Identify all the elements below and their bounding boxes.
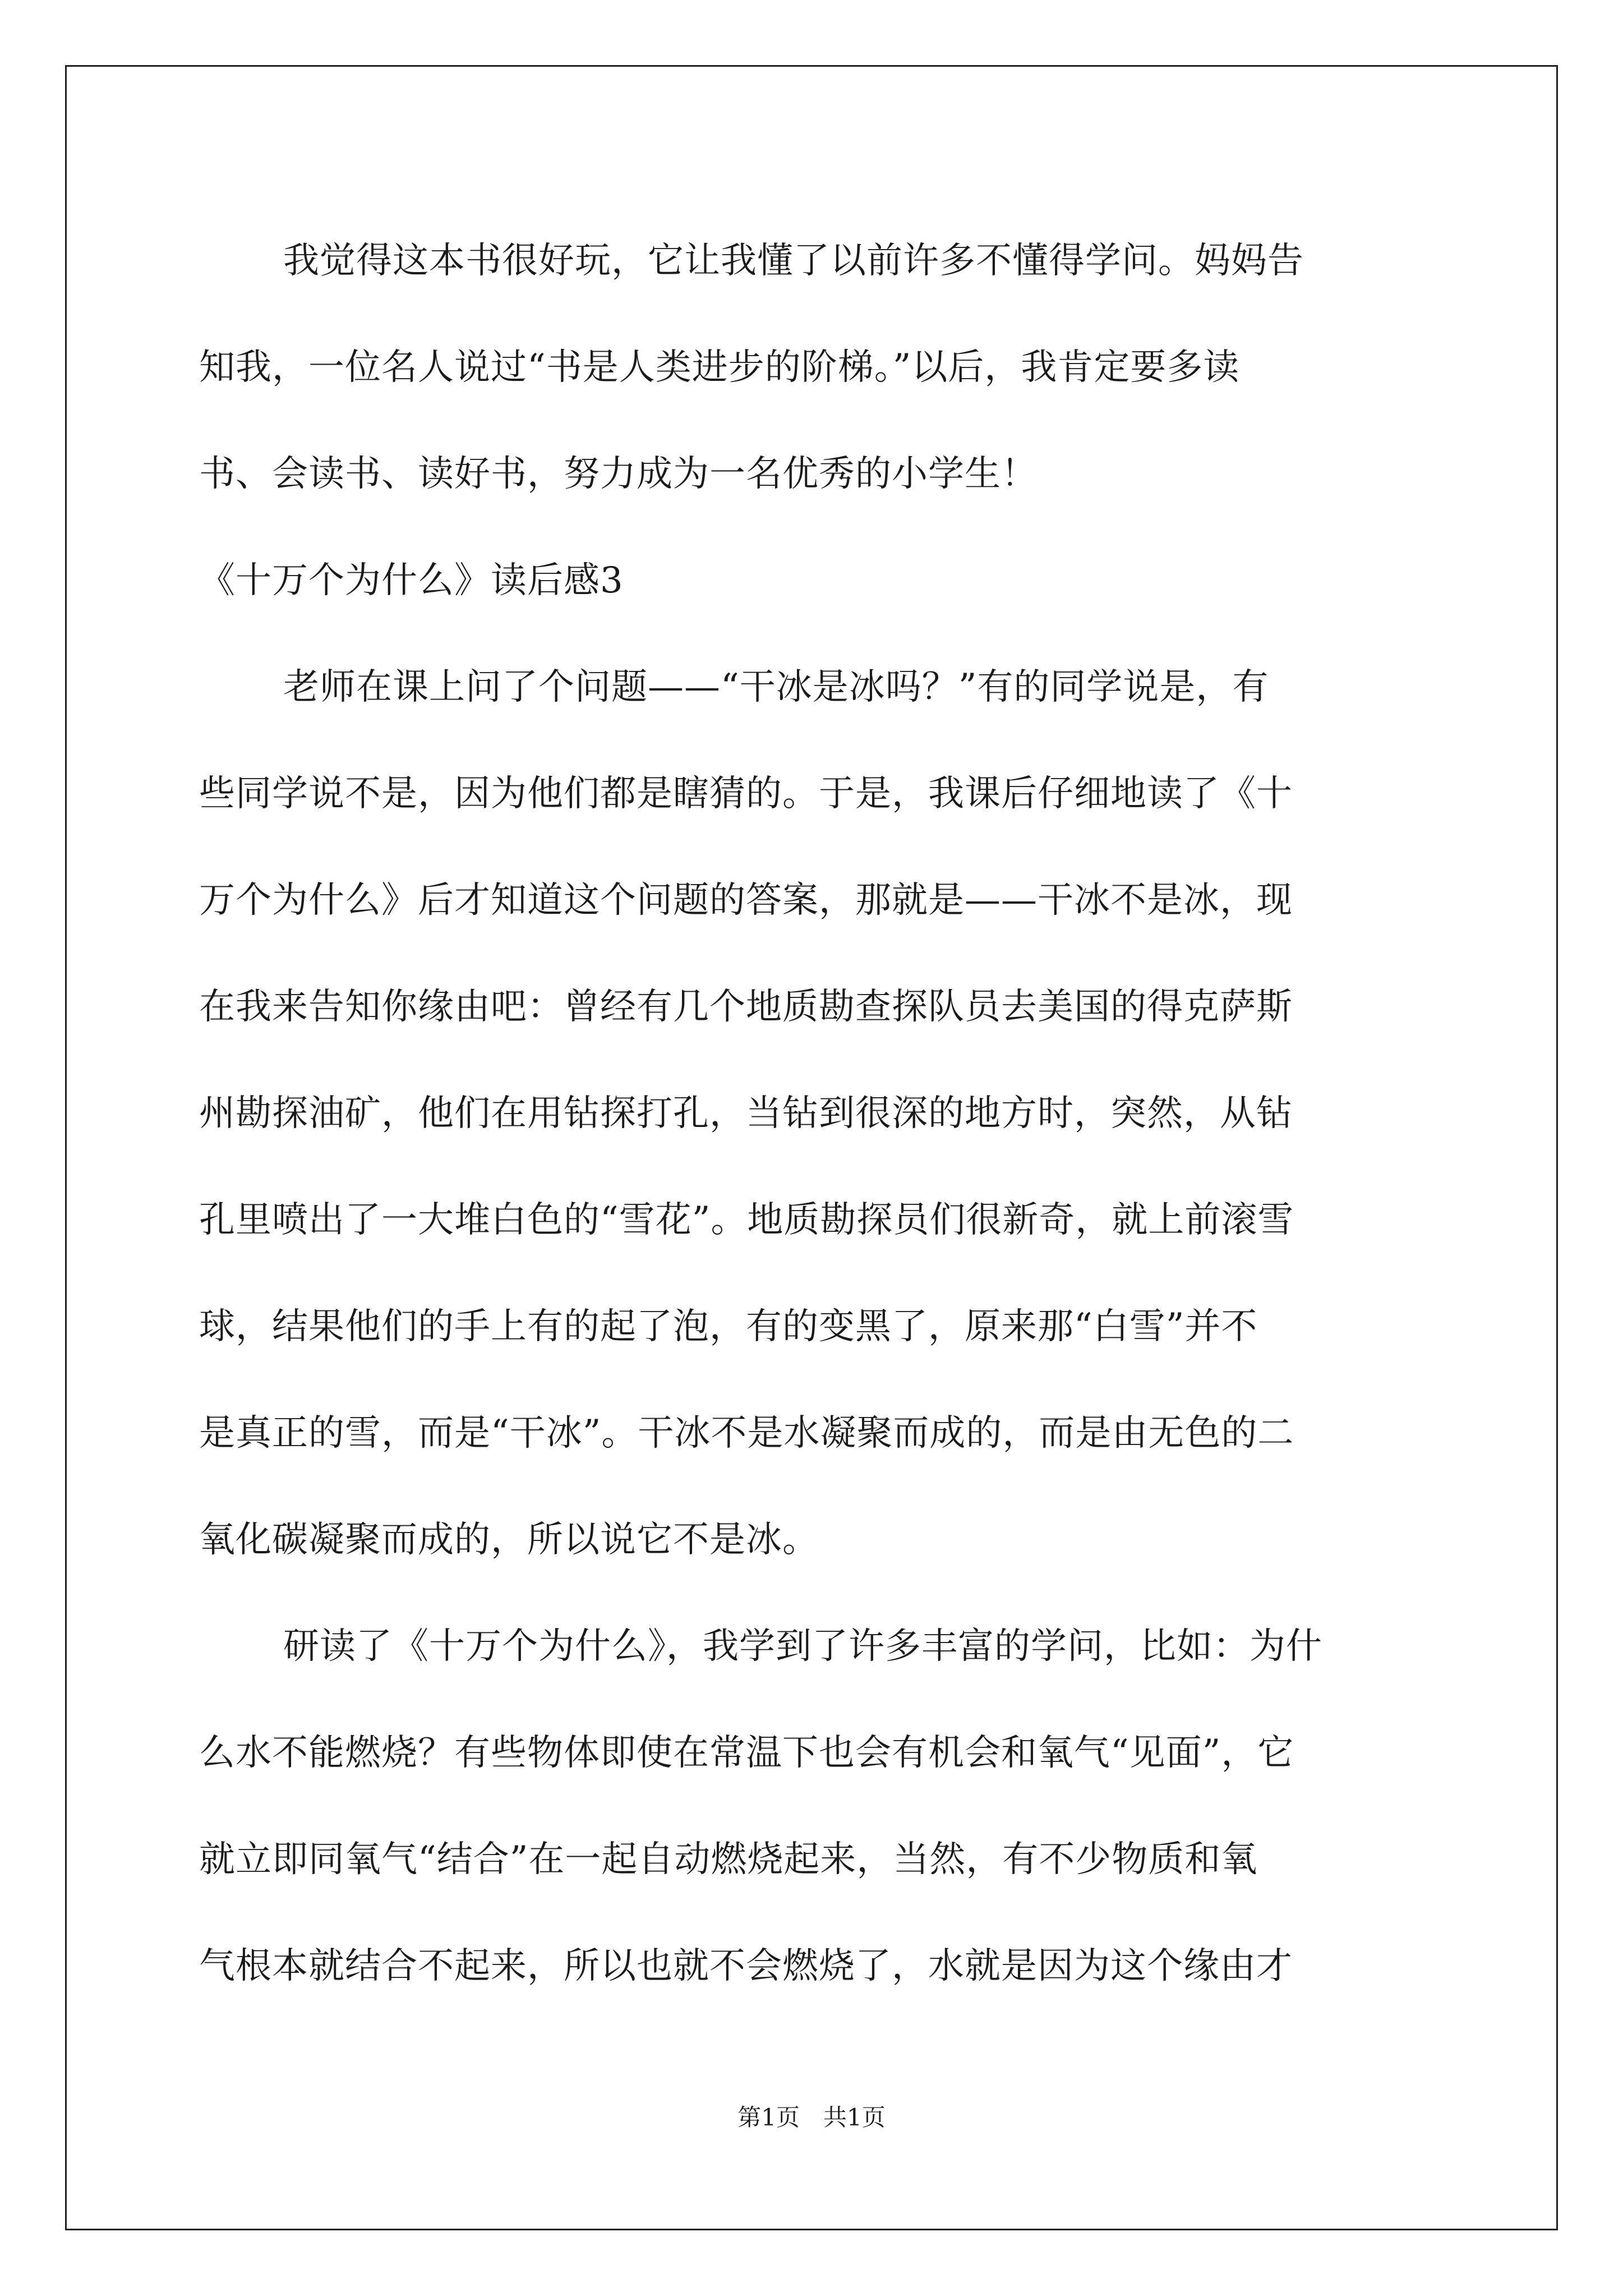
- paragraph-2-line-4: 在我来告知你缘由吧：曾经有几个地质勘查探队员去美国的得克萨斯: [199, 986, 1293, 1028]
- paragraph-1-line-3: 书、会读书、读好书，努力成为一名优秀的小学生！: [199, 453, 1038, 495]
- paragraph-3-line-1: 研读了《十万个为什么》，我学到了许多丰富的学问，比如：为什: [283, 1626, 1322, 1667]
- paragraph-3-line-2: 么水不能燃烧？有些物体即使在常温下也会有机会和氧气“见面”，它: [199, 1732, 1294, 1774]
- paragraph-2-line-3: 万个为什么》后才知道这个问题的答案，那就是——干冰不是冰，现: [199, 880, 1293, 921]
- paragraph-2-line-8: 是真正的雪，而是“干冰”。干冰不是水凝聚而成的，而是由无色的二: [199, 1412, 1294, 1454]
- paragraph-2-line-7: 球，结果他们的手上有的起了泡，有的变黑了，原来那“白雪”并不: [199, 1306, 1258, 1347]
- paragraph-3-line-3: 就立即同氧气“结合”在一起自动燃烧起来，当然，有不少物质和氧: [199, 1839, 1258, 1880]
- paragraph-2-line-9: 氧化碳凝聚而成的，所以说它不是冰。: [199, 1519, 819, 1561]
- paragraph-3-line-4: 气根本就结合不起来，所以也就不会燃烧了，水就是因为这个缘由才: [199, 1945, 1293, 1987]
- paragraph-1-line-1: 我觉得这本书很好玩，它让我懂了以前许多不懂得学问。妈妈告: [283, 240, 1304, 282]
- section-heading: 《十万个为什么》读后感3: [199, 560, 624, 601]
- paragraph-2-line-6: 孔里喷出了一大堆白色的“雪花”。地质勘探员们很新奇，就上前滚雪: [199, 1199, 1294, 1241]
- page-number-footer: 第1页 共1页: [737, 2104, 886, 2131]
- paragraph-2-line-2: 些同学说不是，因为他们都是瞎猜的。于是，我课后仔细地读了《十: [199, 773, 1293, 815]
- document-body: [199, 208, 1438, 2019]
- paragraph-2-line-5: 州勘探油矿，他们在用钻探打孔，当钻到很深的地方时，突然，从钻: [199, 1093, 1293, 1134]
- paragraph-1-line-2: 知我，一位名人说过“书是人类进步的阶梯。”以后，我肯定要多读: [199, 347, 1240, 388]
- paragraph-2-line-1: 老师在课上问了个问题——“干冰是冰吗？”有的同学说是，有: [283, 666, 1269, 708]
